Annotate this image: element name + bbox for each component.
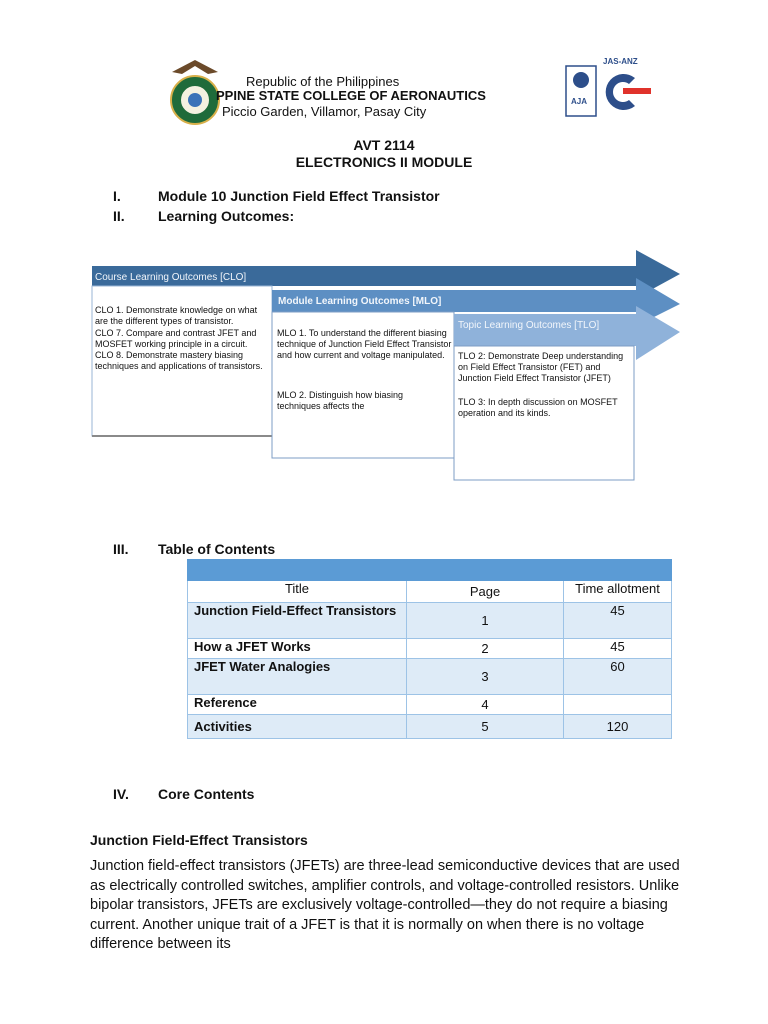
section-1-number: I. [113, 188, 121, 204]
toc-row-time [564, 695, 672, 715]
toc-row-time: 60 [564, 659, 672, 695]
toc-row-page: 2 [407, 639, 564, 659]
toc-header-band [188, 560, 672, 581]
clo-1-text: CLO 1. Demonstrate knowledge on what are the different types of transistor. [95, 305, 258, 326]
toc-row-time: 45 [564, 603, 672, 639]
toc-row-page: 5 [407, 715, 564, 739]
section-3-number: III. [113, 541, 129, 557]
certification-logo-icon [565, 60, 655, 122]
table-row [188, 715, 672, 739]
table-row [188, 695, 672, 715]
toc-row-title: Activities [188, 715, 407, 739]
aja-badge-text: AJA [571, 97, 588, 106]
toc-row-title: How a JFET Works [188, 639, 407, 659]
header-college: PPINE STATE COLLEGE OF AERONAUTICS [216, 88, 486, 103]
mlo-heading: Module Learning Outcomes [MLO] [278, 296, 442, 307]
header-republic: Republic of the Philippines [246, 74, 400, 89]
course-code: AVT 2114 [353, 137, 415, 153]
course-name: ELECTRONICS II MODULE [295, 154, 473, 170]
toc-col-title: Title [188, 581, 407, 603]
clo-8-text: CLO 8. Demonstrate mastery biasing techniques and applications of transistors. [95, 350, 263, 371]
section-2-number: II. [113, 208, 125, 224]
toc-row-page: 3 [407, 659, 564, 695]
jas-anz-badge-text: JAS-ANZ [603, 57, 638, 66]
toc-row-title: Reference [188, 695, 407, 715]
toc-col-time: Time allotment [564, 581, 672, 603]
section-4-title: Core Contents [158, 786, 255, 802]
table-row [188, 639, 672, 659]
table-row [188, 603, 672, 639]
toc-row-page: 4 [407, 695, 564, 715]
toc-row-time: 120 [564, 715, 672, 739]
section-4-number: IV. [113, 786, 129, 802]
tlo-heading: Topic Learning Outcomes [TLO] [458, 320, 600, 331]
section-2-title: Learning Outcomes: [158, 208, 295, 224]
header-address: Piccio Garden, Villamor, Pasay City [222, 104, 427, 119]
certification-badges [565, 57, 655, 122]
toc-row-page: 1 [407, 603, 564, 639]
core-subheading: Junction Field-Effect Transistors [90, 832, 308, 848]
core-paragraph: Junction field-effect transistors (JFETs) are three-lead semiconductive devices that are used as electrically controlled switches, amplifier controls, and voltage-controlled resistors. Unlike bipolar transistors, JFETs are exclusively voltage-controlled—they do not require a biasing current. Another unique trait of a JFET is that it is normally on when there is no voltage difference between its [90, 858, 680, 952]
toc-row-title: Junction Field-Effect Transistors [188, 603, 407, 639]
college-seal-logo [168, 58, 222, 126]
toc-col-page: Page [407, 581, 564, 603]
toc-row-time: 45 [564, 639, 672, 659]
toc-table [187, 559, 672, 739]
mlo-1-text: MLO 1. To understand the different biasing technique of Junction Field Effect Transistor and how current and voltage manipulated. [277, 328, 452, 360]
mlo-2-text: MLO 2. Distinguish how biasing techniques affects the [277, 390, 404, 411]
clo-7-text: CLO 7. Compare and contrast JFET and MOSFET working principle in a circuit. [95, 328, 257, 349]
section-3-title: Table of Contents [158, 541, 276, 557]
table-row [188, 659, 672, 695]
section-1-title: Module 10 Junction Field Effect Transistor [158, 188, 440, 204]
clo-heading: Course Learning Outcomes [CLO] [95, 272, 247, 283]
tlo-2-text: TLO 2: Demonstrate Deep understanding on Field Effect Transistor (FET) and Junction Field Effect Transistor (JFET) [458, 351, 624, 383]
tlo-3-text: TLO 3: In depth discussion on MOSFET operation and its kinds. [458, 397, 618, 418]
toc-row-title: JFET Water Analogies [188, 659, 407, 695]
toc-column-header-row [188, 581, 672, 603]
